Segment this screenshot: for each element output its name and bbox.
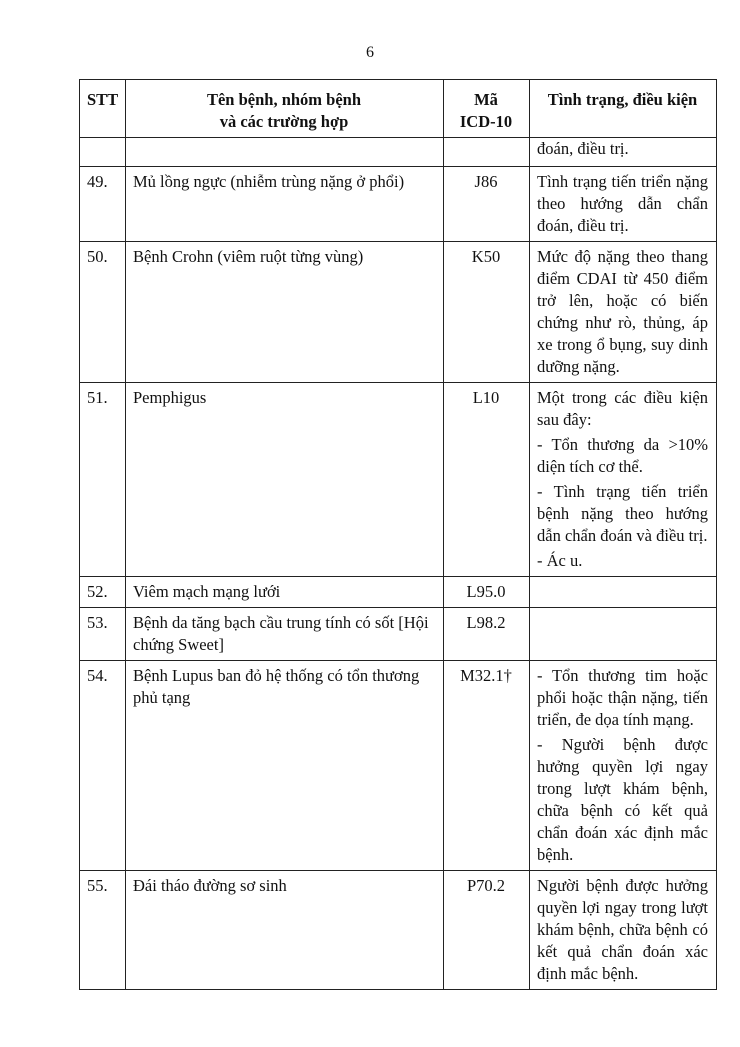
condition-paragraph: Người bệnh được hưởng quyền lợi ngay trong lượt khám bệnh, chữa bệnh có kết quả chẩn đoán xác định mắc bệnh. [537,876,708,983]
row-stt: 52. [80,577,126,608]
header-icd-code-line1: Mã [474,90,498,109]
header-icd-code [444,80,530,138]
row-stt: 49. [80,167,126,242]
table-row [80,577,717,608]
header-stt: STT [80,80,126,138]
continuation-stt [80,138,126,167]
row-condition [530,661,717,871]
continuation-code [444,138,530,167]
row-disease-name: Bệnh da tăng bạch cầu trung tính có sốt [Hội chứng Sweet] [126,608,444,661]
condition-paragraph: - Tổn thương tim hoặc phổi hoặc thận nặng, tiến triển, đe dọa tính mạng. [537,666,708,729]
row-icd-code: M32.1† [444,661,530,871]
row-condition [530,167,717,242]
row-stt: 53. [80,608,126,661]
header-disease-name-line1: Tên bệnh, nhóm bệnh [206,90,362,109]
row-stt: 55. [80,871,126,990]
icd-disease-table [79,79,717,990]
row-icd-code: K50 [444,242,530,383]
row-disease-name: Mủ lồng ngực (nhiễm trùng nặng ở phổi) [126,167,444,242]
row-condition [530,242,717,383]
row-icd-code: L98.2 [444,608,530,661]
row-icd-code: J86 [444,167,530,242]
row-icd-code: L10 [444,383,530,577]
row-stt: 51. [80,383,126,577]
continuation-row [80,138,717,167]
condition-paragraph: - Tình trạng tiến triển bệnh nặng theo hướng dẫn chẩn đoán và điều trị. [537,482,708,545]
row-stt: 54. [80,661,126,871]
condition-paragraph: Một trong các điều kiện sau đây: [537,388,708,429]
row-condition [530,577,717,608]
header-condition: Tình trạng, điều kiện [530,80,717,138]
table-row [80,167,717,242]
row-condition [530,608,717,661]
condition-paragraph: Tình trạng tiến triển nặng theo hướng dẫn chẩn đoán, điều trị. [537,172,708,235]
table-row [80,661,717,871]
table-row [80,242,717,383]
table-row [80,871,717,990]
continuation-name [126,138,444,167]
row-disease-name: Bệnh Lupus ban đỏ hệ thống có tổn thương phủ tạng [126,661,444,871]
row-stt: 50. [80,242,126,383]
row-disease-name: Bệnh Crohn (viêm ruột từng vùng) [126,242,444,383]
row-disease-name: Pemphigus [126,383,444,577]
condition-paragraph: - Ác u. [537,551,583,570]
row-icd-code: L95.0 [444,577,530,608]
condition-paragraph: - Tổn thương da >10% diện tích cơ thể. [537,435,708,476]
row-condition [530,871,717,990]
header-icd-code-line2: ICD-10 [459,112,513,131]
table-row [80,383,717,577]
table-row [80,608,717,661]
row-disease-name: Viêm mạch mạng lưới [126,577,444,608]
row-disease-name: Đái tháo đường sơ sinh [126,871,444,990]
condition-paragraph: - Người bệnh được hưởng quyền lợi ngay trong lượt khám bệnh, chữa bệnh có kết quả chẩn đoán xác định mắc bệnh. [537,735,708,864]
continuation-condition: đoán, điều trị. [530,138,717,167]
condition-paragraph: Mức độ nặng theo thang điểm CDAI từ 450 điểm trở lên, hoặc có biến chứng như rò, thủng, áp xe trong ổ bụng, suy dinh dưỡng nặng. [537,247,708,376]
table-header-row [80,80,717,138]
header-disease-name-line2: và các trường hợp [219,112,349,131]
row-icd-code: P70.2 [444,871,530,990]
row-condition [530,383,717,577]
header-disease-name [126,80,444,138]
page-number: 6 [366,44,374,61]
